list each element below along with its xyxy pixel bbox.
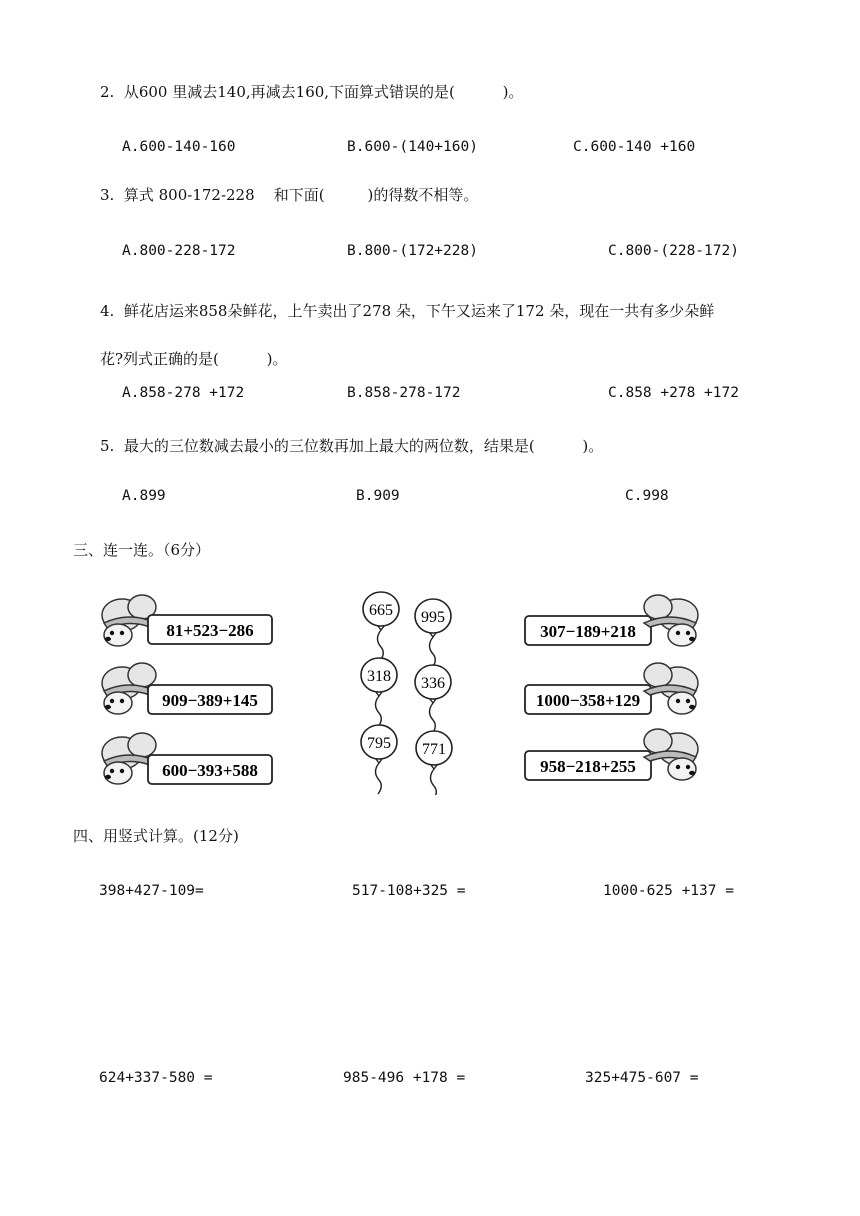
balloon-number: 771 xyxy=(422,741,446,758)
right-card-1[interactable] xyxy=(525,595,698,646)
right-card-3[interactable] xyxy=(525,729,698,780)
right-card-expression: 307−189+218 xyxy=(540,622,636,641)
mouse-icon xyxy=(644,729,698,780)
calc-2: 517-108+325 = xyxy=(352,883,466,899)
balloon-336[interactable] xyxy=(415,665,451,734)
balloon-number: 336 xyxy=(421,675,445,692)
balloon-number: 795 xyxy=(367,735,391,752)
q5-option-b: B.909 xyxy=(356,488,400,504)
balloon-795[interactable] xyxy=(361,725,397,794)
question-4-line2: 花?列式正确的是( )。 xyxy=(100,350,288,368)
calc-1: 398+427-109= xyxy=(99,883,204,899)
calc-3: 1000-625 +137 = xyxy=(603,883,734,899)
balloon-number: 318 xyxy=(367,668,391,685)
q5-option-c: C.998 xyxy=(625,488,669,504)
q3-option-a: A.800-228-172 xyxy=(122,243,236,259)
question-3: 3. 算式 800-172-228 和下面( )的得数不相等。 xyxy=(100,186,479,204)
calc-6: 325+475-607 = xyxy=(585,1070,699,1086)
balloon-318[interactable] xyxy=(361,658,397,727)
balloon-771[interactable] xyxy=(416,731,452,795)
q4-option-b: B.858-278-172 xyxy=(347,385,461,401)
q3-option-c: C.800-(228-172) xyxy=(608,243,739,259)
q4-option-c: C.858 +278 +172 xyxy=(608,385,739,401)
question-2: 2. 从600 里减去140,再减去160,下面算式错误的是( )。 xyxy=(100,83,524,101)
calc-5: 985-496 +178 = xyxy=(343,1070,466,1086)
right-card-expression: 958−218+255 xyxy=(540,757,636,776)
mouse-icon xyxy=(644,595,698,646)
left-card-expression: 909−389+145 xyxy=(162,691,258,710)
left-card-3[interactable] xyxy=(102,733,272,784)
q4-option-a: A.858-278 +172 xyxy=(122,385,245,401)
left-card-expression: 81+523−286 xyxy=(166,621,254,640)
section-4-heading: 四、用竖式计算。(12分) xyxy=(73,827,239,845)
balloon-number: 665 xyxy=(369,602,393,619)
calc-4: 624+337-580 = xyxy=(99,1070,213,1086)
left-card-2[interactable] xyxy=(102,663,272,714)
left-card-1[interactable] xyxy=(102,595,272,646)
matching-exercise xyxy=(96,585,706,795)
mouse-icon xyxy=(644,663,698,714)
q5-option-a: A.899 xyxy=(122,488,166,504)
balloon-995[interactable] xyxy=(415,599,451,668)
question-5: 5. 最大的三位数减去最小的三位数再加上最大的两位数，结果是( )。 xyxy=(100,437,604,455)
left-card-expression: 600−393+588 xyxy=(162,761,258,780)
right-card-2[interactable] xyxy=(525,663,698,714)
balloon-665[interactable] xyxy=(363,592,399,661)
q2-option-c: C.600-140 +160 xyxy=(573,139,696,155)
q3-option-b: B.800-(172+228) xyxy=(347,243,478,259)
balloon-number: 995 xyxy=(421,609,445,626)
q2-option-b: B.600-(140+160) xyxy=(347,139,478,155)
question-4: 4. 鲜花店运来858朵鲜花，上午卖出了278 朵，下午又运来了172 朵，现在一共有多少朵鲜 xyxy=(100,302,715,320)
q2-option-a: A.600-140-160 xyxy=(122,139,236,155)
section-3-heading: 三、连一连。（6分） xyxy=(73,541,211,559)
right-card-expression: 1000−358+129 xyxy=(535,691,641,710)
